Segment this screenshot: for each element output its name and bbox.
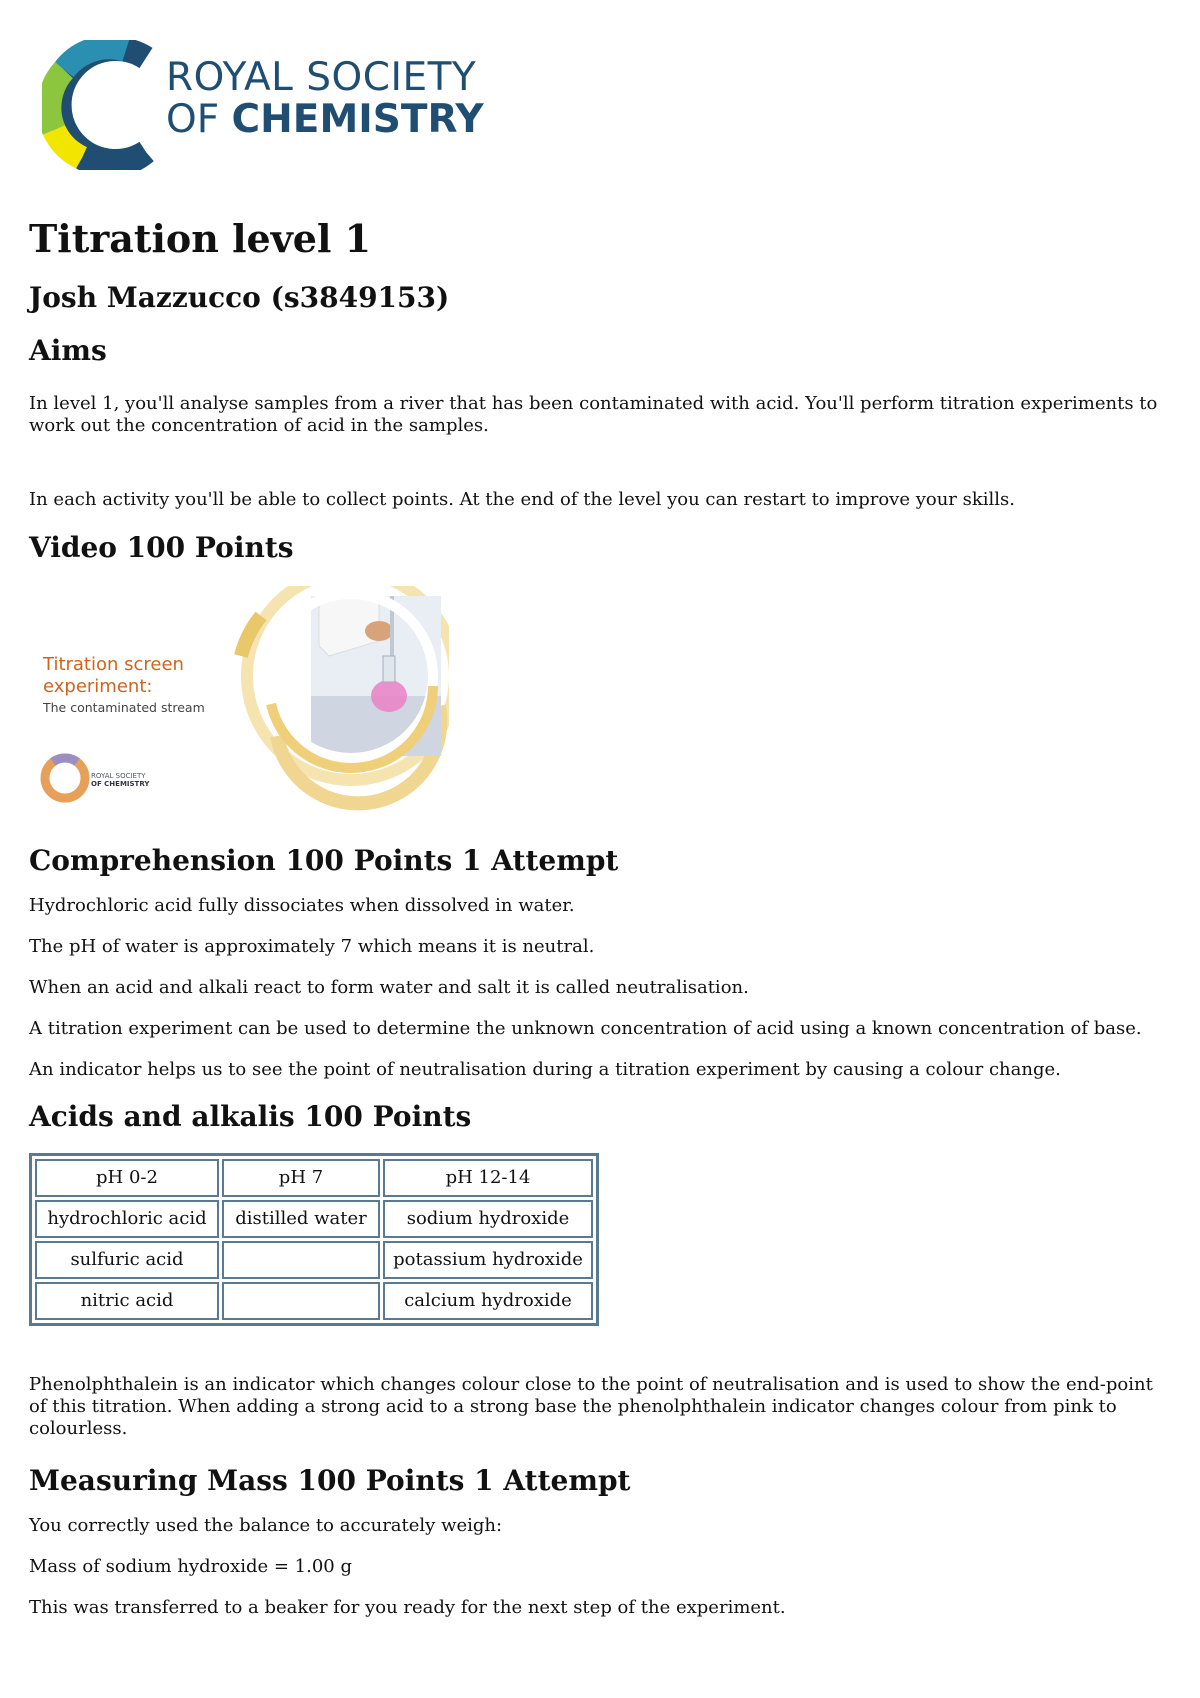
table-cell: calcium hydroxide [383, 1282, 593, 1320]
aims-heading: Aims [29, 334, 107, 367]
mass-line: Mass of sodium hydroxide = 1.00 g [29, 1556, 352, 1577]
svg-text:OF CHEMISTRY: OF CHEMISTRY [91, 780, 150, 788]
comprehension-list [29, 895, 1159, 1081]
table-row [35, 1282, 593, 1320]
video-thumbnail[interactable] [29, 586, 449, 816]
table-cell: nitric acid [35, 1282, 219, 1320]
comprehension-heading: Comprehension 100 Points 1 Attempt [29, 844, 619, 877]
table-header: pH 0-2 [35, 1159, 219, 1197]
table-header: pH 7 [222, 1159, 380, 1197]
page-title: Titration level 1 [29, 216, 372, 261]
rsc-logo-mark-icon [42, 40, 162, 170]
table-cell: distilled water [222, 1200, 380, 1238]
comprehension-line: An indicator helps us to see the point of neutralisation during a titration experiment by causing a colour change. [29, 1059, 1061, 1080]
comprehension-line: The pH of water is approximately 7 which means it is neutral. [29, 936, 595, 957]
student-name: Josh Mazzucco (s3849153) [29, 281, 450, 314]
comprehension-line: A titration experiment can be used to determine the unknown concentration of acid using a known concentration of base. [29, 1018, 1142, 1039]
aims-paragraph-2: In each activity you'll be able to collect points. At the end of the level you can restart to improve your skills. [29, 489, 1016, 510]
report-content [29, 216, 1159, 1638]
video-heading: Video 100 Points [29, 531, 294, 564]
comprehension-line: When an acid and alkali react to form water and salt it is called neutralisation. [29, 977, 749, 998]
video-title-line-2: experiment: [43, 676, 153, 697]
mass-line: This was transferred to a beaker for you ready for the next step of the experiment. [29, 1597, 786, 1618]
video-subtitle: The contaminated stream [43, 700, 205, 715]
table-header: pH 12-14 [383, 1159, 593, 1197]
logo-line-1: ROYAL SOCIETY [166, 55, 477, 100]
table-header-row [35, 1159, 593, 1197]
ph-table [29, 1153, 599, 1326]
table-cell: sodium hydroxide [383, 1200, 593, 1238]
table-cell [222, 1241, 380, 1279]
table-row [35, 1200, 593, 1238]
video-title-line-1: Titration screen [43, 654, 184, 675]
table-cell: hydrochloric acid [35, 1200, 219, 1238]
aims-paragraph-1: In level 1, you'll analyse samples from a river that has been contaminated with acid. You'll perform titration experiments to work out the concentration of acid in the samples. [29, 393, 1158, 436]
table-cell: sulfuric acid [35, 1241, 219, 1279]
table-cell: potassium hydroxide [383, 1241, 593, 1279]
comprehension-line: Hydrochloric acid fully dissociates when dissolved in water. [29, 895, 575, 916]
rsc-logo [42, 40, 512, 170]
table-row [35, 1241, 593, 1279]
mass-line: You correctly used the balance to accurately weigh: [29, 1515, 503, 1536]
mass-list [29, 1515, 1159, 1619]
phenolphthalein-paragraph: Phenolphthalein is an indicator which changes colour close to the point of neutralisation and is used to show the end-point of this titration. When adding a strong acid to a strong base the phenolphthalein indicator changes colour from pink to colourless. [29, 1374, 1153, 1439]
svg-text:ROYAL SOCIETY: ROYAL SOCIETY [91, 772, 146, 780]
table-cell [222, 1282, 380, 1320]
acids-heading: Acids and alkalis 100 Points [29, 1100, 472, 1133]
logo-chemistry: CHEMISTRY [231, 97, 484, 142]
logo-of: OF [166, 97, 220, 142]
mass-heading: Measuring Mass 100 Points 1 Attempt [29, 1464, 631, 1497]
